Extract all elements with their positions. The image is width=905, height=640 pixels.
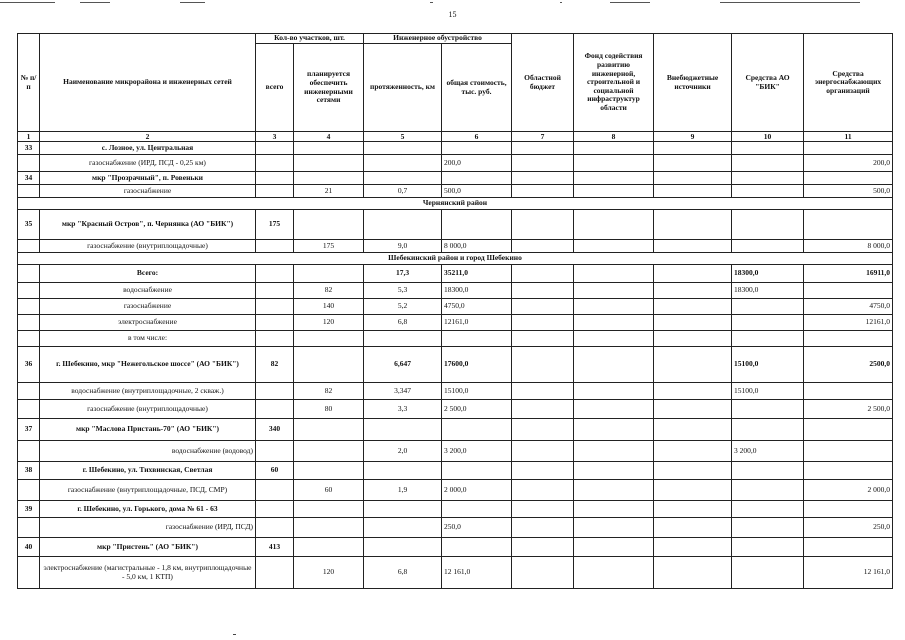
cell-name: мкр "Пристень" (АО "БИК") [40, 538, 256, 557]
cell-total [256, 299, 294, 315]
cell-extrabudget [654, 155, 732, 172]
cell-planned [294, 155, 364, 172]
cell-energy [804, 501, 893, 518]
cell-name: газоснабжение (ИРД, ПСД - 0,25 км) [40, 155, 256, 172]
cell-name: мкр "Красный Остров", п. Чернянка (АО "БИК") [40, 210, 256, 240]
cell-planned: 82 [294, 383, 364, 400]
cell-energy: 200,0 [804, 155, 893, 172]
cell-planned [294, 441, 364, 462]
cell-length: 5,3 [364, 283, 442, 299]
cell-bik: 3 200,0 [732, 441, 804, 462]
cell-number [18, 283, 40, 299]
cell-name: газоснабжение [40, 299, 256, 315]
cell-number [18, 441, 40, 462]
table-row [18, 441, 893, 462]
cell-total: 60 [256, 462, 294, 480]
cell-number [18, 518, 40, 538]
cell-planned [294, 419, 364, 441]
cell-length: 17,3 [364, 265, 442, 283]
column-numbers-row [18, 132, 893, 142]
cell-number: 34 [18, 172, 40, 185]
cell-length: 6,647 [364, 347, 442, 383]
cell-extrabudget [654, 185, 732, 198]
cell-bik [732, 501, 804, 518]
column-number: 10 [732, 132, 804, 142]
table-row [18, 210, 893, 240]
cell-cost: 35211,0 [442, 265, 512, 283]
cell-extrabudget [654, 538, 732, 557]
cell-extrabudget [654, 283, 732, 299]
cell-planned [294, 142, 364, 155]
cell-extrabudget [654, 240, 732, 253]
column-number: 9 [654, 132, 732, 142]
table-row [18, 462, 893, 480]
header-cost: общая стоимость, тыс. руб. [442, 44, 512, 132]
cell-regional [512, 155, 574, 172]
cell-regional [512, 240, 574, 253]
cell-planned: 80 [294, 400, 364, 419]
header-energy-funds: Средства энергоснабжающих организаций [804, 34, 893, 132]
page-number: 15 [448, 10, 457, 19]
cell-bik: 15100,0 [732, 347, 804, 383]
cell-planned [294, 462, 364, 480]
cell-planned [294, 210, 364, 240]
cell-cost [442, 210, 512, 240]
cell-length: 3,347 [364, 383, 442, 400]
cell-length [364, 210, 442, 240]
cell-fund [574, 155, 654, 172]
cell-fund [574, 283, 654, 299]
cell-cost: 4750,0 [442, 299, 512, 315]
cell-energy: 12161,0 [804, 315, 893, 331]
cell-number [18, 315, 40, 331]
cell-bik: 15100,0 [732, 383, 804, 400]
cell-length: 2,0 [364, 441, 442, 462]
cell-total [256, 331, 294, 347]
cell-extrabudget [654, 331, 732, 347]
cell-number [18, 331, 40, 347]
cell-extrabudget [654, 501, 732, 518]
column-number: 6 [442, 132, 512, 142]
table-row [18, 142, 893, 155]
cell-planned [294, 331, 364, 347]
cell-energy: 250,0 [804, 518, 893, 538]
cell-extrabudget [654, 265, 732, 283]
cell-length [364, 419, 442, 441]
cell-energy: 2 500,0 [804, 400, 893, 419]
cell-energy [804, 172, 893, 185]
table-row [18, 265, 893, 283]
cell-planned [294, 518, 364, 538]
column-number: 5 [364, 132, 442, 142]
cell-total: 82 [256, 347, 294, 383]
cell-bik: 18300,0 [732, 283, 804, 299]
cell-total: 175 [256, 210, 294, 240]
cell-name: г. Шебекино, ул. Горького, дома № 61 - 63 [40, 501, 256, 518]
cell-energy [804, 142, 893, 155]
table-row [18, 240, 893, 253]
cell-length: 6,8 [364, 315, 442, 331]
table-row [18, 538, 893, 557]
cell-cost [442, 501, 512, 518]
cell-length: 3,3 [364, 400, 442, 419]
table-row [18, 557, 893, 589]
table-row [18, 155, 893, 172]
cell-number [18, 240, 40, 253]
header-fund: Фонд содействия развитию инженерной, строительной и социальной инфраструктур области [574, 34, 654, 132]
cell-planned [294, 501, 364, 518]
cell-number [18, 185, 40, 198]
table-row [18, 518, 893, 538]
cell-fund [574, 419, 654, 441]
cell-fund [574, 557, 654, 589]
cell-regional [512, 501, 574, 518]
cell-fund [574, 331, 654, 347]
table-row [18, 400, 893, 419]
cell-bik [732, 240, 804, 253]
cell-regional [512, 480, 574, 501]
cell-planned: 120 [294, 315, 364, 331]
cell-name: водоснабжение (внутриплощадочные, 2 скваж.) [40, 383, 256, 400]
cell-fund [574, 501, 654, 518]
cell-planned [294, 265, 364, 283]
cell-fund [574, 210, 654, 240]
cell-name: г. Шебекино, мкр "Нежегольское шоссе" (АО "БИК") [40, 347, 256, 383]
cell-total [256, 240, 294, 253]
cell-name: с. Лозное, ул. Центральная [40, 142, 256, 155]
cell-cost: 2 500,0 [442, 400, 512, 419]
column-number: 1 [18, 132, 40, 142]
cell-planned: 60 [294, 480, 364, 501]
top-scan-border [0, 2, 905, 4]
cell-bik [732, 315, 804, 331]
cell-fund [574, 347, 654, 383]
cell-extrabudget [654, 419, 732, 441]
cell-energy [804, 441, 893, 462]
column-number: 2 [40, 132, 256, 142]
cell-fund [574, 538, 654, 557]
cell-fund [574, 441, 654, 462]
cell-total [256, 155, 294, 172]
cell-extrabudget [654, 172, 732, 185]
cell-regional [512, 210, 574, 240]
header-number: № п/п [18, 34, 40, 132]
table-row [18, 283, 893, 299]
cell-regional [512, 299, 574, 315]
cell-extrabudget [654, 518, 732, 538]
cell-length: 9,0 [364, 240, 442, 253]
cell-cost: 8 000,0 [442, 240, 512, 253]
section-title: Шебекинский район и город Шебекино [18, 253, 893, 265]
cell-name: в том числе: [40, 331, 256, 347]
cell-bik [732, 331, 804, 347]
cell-length: 0,7 [364, 185, 442, 198]
cell-fund [574, 480, 654, 501]
cell-number: 36 [18, 347, 40, 383]
table-row [18, 185, 893, 198]
cell-length: 5,2 [364, 299, 442, 315]
cell-length [364, 331, 442, 347]
column-number: 11 [804, 132, 893, 142]
cell-cost: 500,0 [442, 185, 512, 198]
cell-energy: 2500,0 [804, 347, 893, 383]
header-regional-budget: Областной бюджет [512, 34, 574, 132]
cell-regional [512, 383, 574, 400]
cell-cost [442, 462, 512, 480]
cell-number: 38 [18, 462, 40, 480]
cell-total [256, 265, 294, 283]
header-name: Наименование микрорайона и инженерных сетей [40, 34, 256, 132]
cell-name: газоснабжение (внутриплощадочные) [40, 400, 256, 419]
cell-bik [732, 142, 804, 155]
cell-regional [512, 142, 574, 155]
cell-length: 6,8 [364, 557, 442, 589]
cell-name: Всего: [40, 265, 256, 283]
cell-fund [574, 518, 654, 538]
cell-extrabudget [654, 557, 732, 589]
table-row [18, 315, 893, 331]
header-engineering-group: Инженерное обустройство [364, 34, 512, 44]
cell-extrabudget [654, 315, 732, 331]
cell-regional [512, 518, 574, 538]
cell-extrabudget [654, 210, 732, 240]
cell-name: г. Шебекино, ул. Тихвинская, Светлая [40, 462, 256, 480]
cell-length [364, 538, 442, 557]
table-row [18, 383, 893, 400]
cell-total [256, 557, 294, 589]
header-plots-group: Кол-во участков, шт. [256, 34, 364, 44]
cell-cost: 15100,0 [442, 383, 512, 400]
section-row [18, 198, 893, 210]
cell-cost [442, 331, 512, 347]
table-row [18, 480, 893, 501]
cell-total [256, 501, 294, 518]
cell-number [18, 480, 40, 501]
cell-regional [512, 315, 574, 331]
header-planned: планируется обеспечить инженерными сетями [294, 44, 364, 132]
cell-extrabudget [654, 462, 732, 480]
cell-regional [512, 557, 574, 589]
cell-total [256, 518, 294, 538]
cell-extrabudget [654, 383, 732, 400]
cell-length [364, 462, 442, 480]
table-row [18, 347, 893, 383]
cell-number: 33 [18, 142, 40, 155]
cell-extrabudget [654, 347, 732, 383]
cell-fund [574, 400, 654, 419]
table-row [18, 299, 893, 315]
cell-number: 39 [18, 501, 40, 518]
cell-energy [804, 538, 893, 557]
cell-energy [804, 331, 893, 347]
cell-regional [512, 462, 574, 480]
engineering-table [17, 33, 893, 589]
cell-energy: 12 161,0 [804, 557, 893, 589]
cell-regional [512, 331, 574, 347]
cell-name: мкр "Прозрачный", п. Ровеньки [40, 172, 256, 185]
cell-name: газоснабжение (внутриплощадочные, ПСД, СМР) [40, 480, 256, 501]
cell-number [18, 400, 40, 419]
cell-length [364, 518, 442, 538]
cell-bik [732, 480, 804, 501]
cell-bik [732, 557, 804, 589]
cell-cost: 200,0 [442, 155, 512, 172]
cell-fund [574, 315, 654, 331]
cell-bik: 18300,0 [732, 265, 804, 283]
cell-fund [574, 462, 654, 480]
header-bik-funds: Средства АО "БИК" [732, 34, 804, 132]
cell-regional [512, 419, 574, 441]
cell-name: водоснабжение (водовод) [40, 441, 256, 462]
cell-planned [294, 172, 364, 185]
cell-fund [574, 383, 654, 400]
cell-number [18, 383, 40, 400]
cell-total [256, 185, 294, 198]
cell-bik [732, 400, 804, 419]
cell-regional [512, 283, 574, 299]
cell-cost [442, 142, 512, 155]
cell-fund [574, 185, 654, 198]
cell-cost: 17600,0 [442, 347, 512, 383]
cell-number: 37 [18, 419, 40, 441]
cell-fund [574, 142, 654, 155]
cell-extrabudget [654, 299, 732, 315]
cell-bik [732, 185, 804, 198]
cell-cost [442, 419, 512, 441]
cell-bik [732, 155, 804, 172]
cell-name: газоснабжение (внутриплощадочные) [40, 240, 256, 253]
table-row [18, 501, 893, 518]
cell-planned: 21 [294, 185, 364, 198]
cell-total [256, 400, 294, 419]
cell-planned [294, 347, 364, 383]
cell-name: электроснабжение (магистральные - 1,8 км, внутриплощадочные - 5,0 км, 1 КТП) [40, 557, 256, 589]
cell-length [364, 142, 442, 155]
section-row [18, 253, 893, 265]
cell-cost [442, 538, 512, 557]
cell-number [18, 155, 40, 172]
table-row [18, 331, 893, 347]
cell-regional [512, 400, 574, 419]
cell-regional [512, 347, 574, 383]
column-number: 3 [256, 132, 294, 142]
cell-bik [732, 518, 804, 538]
cell-energy: 2 000,0 [804, 480, 893, 501]
cell-fund [574, 172, 654, 185]
cell-cost: 12 161,0 [442, 557, 512, 589]
cell-bik [732, 419, 804, 441]
cell-total [256, 315, 294, 331]
cell-total: 413 [256, 538, 294, 557]
cell-regional [512, 441, 574, 462]
cell-bik [732, 299, 804, 315]
cell-cost: 18300,0 [442, 283, 512, 299]
cell-fund [574, 265, 654, 283]
cell-energy [804, 283, 893, 299]
cell-name: электроснабжение [40, 315, 256, 331]
table-row [18, 172, 893, 185]
cell-extrabudget [654, 480, 732, 501]
cell-total [256, 172, 294, 185]
table-row [18, 419, 893, 441]
cell-energy: 8 000,0 [804, 240, 893, 253]
cell-number: 35 [18, 210, 40, 240]
cell-regional [512, 185, 574, 198]
cell-name: мкр "Маслова Пристань-70" (АО "БИК") [40, 419, 256, 441]
cell-cost: 3 200,0 [442, 441, 512, 462]
section-title: Чернянский район [18, 198, 893, 210]
scan-mark [233, 634, 236, 635]
cell-length [364, 172, 442, 185]
cell-energy: 4750,0 [804, 299, 893, 315]
cell-energy: 500,0 [804, 185, 893, 198]
cell-bik [732, 462, 804, 480]
cell-cost: 2 000,0 [442, 480, 512, 501]
cell-extrabudget [654, 441, 732, 462]
cell-fund [574, 299, 654, 315]
cell-name: газоснабжение [40, 185, 256, 198]
cell-number [18, 299, 40, 315]
cell-planned: 120 [294, 557, 364, 589]
header-length: протяженность, км [364, 44, 442, 132]
cell-total [256, 142, 294, 155]
cell-regional [512, 265, 574, 283]
cell-energy [804, 210, 893, 240]
cell-planned [294, 538, 364, 557]
column-number: 4 [294, 132, 364, 142]
cell-number [18, 265, 40, 283]
cell-total [256, 383, 294, 400]
cell-planned: 140 [294, 299, 364, 315]
cell-number: 40 [18, 538, 40, 557]
cell-length [364, 501, 442, 518]
cell-planned: 175 [294, 240, 364, 253]
cell-regional [512, 172, 574, 185]
cell-total [256, 283, 294, 299]
cell-bik [732, 538, 804, 557]
header-total: всего [256, 44, 294, 132]
cell-name: газоснабжение (ИРД, ПСД) [40, 518, 256, 538]
cell-energy [804, 383, 893, 400]
cell-energy: 16911,0 [804, 265, 893, 283]
cell-bik [732, 172, 804, 185]
cell-planned: 82 [294, 283, 364, 299]
cell-extrabudget [654, 400, 732, 419]
cell-total: 340 [256, 419, 294, 441]
column-number: 7 [512, 132, 574, 142]
cell-regional [512, 538, 574, 557]
column-number: 8 [574, 132, 654, 142]
header-extrabudget: Внебюджетные источники [654, 34, 732, 132]
cell-energy [804, 462, 893, 480]
cell-bik [732, 210, 804, 240]
cell-name: водоснабжение [40, 283, 256, 299]
cell-length [364, 155, 442, 172]
cell-cost: 250,0 [442, 518, 512, 538]
table-body [18, 142, 893, 589]
cell-number [18, 557, 40, 589]
cell-fund [574, 240, 654, 253]
cell-total [256, 441, 294, 462]
cell-extrabudget [654, 142, 732, 155]
cell-cost: 12161,0 [442, 315, 512, 331]
cell-energy [804, 419, 893, 441]
cell-cost [442, 172, 512, 185]
cell-total [256, 480, 294, 501]
cell-length: 1,9 [364, 480, 442, 501]
